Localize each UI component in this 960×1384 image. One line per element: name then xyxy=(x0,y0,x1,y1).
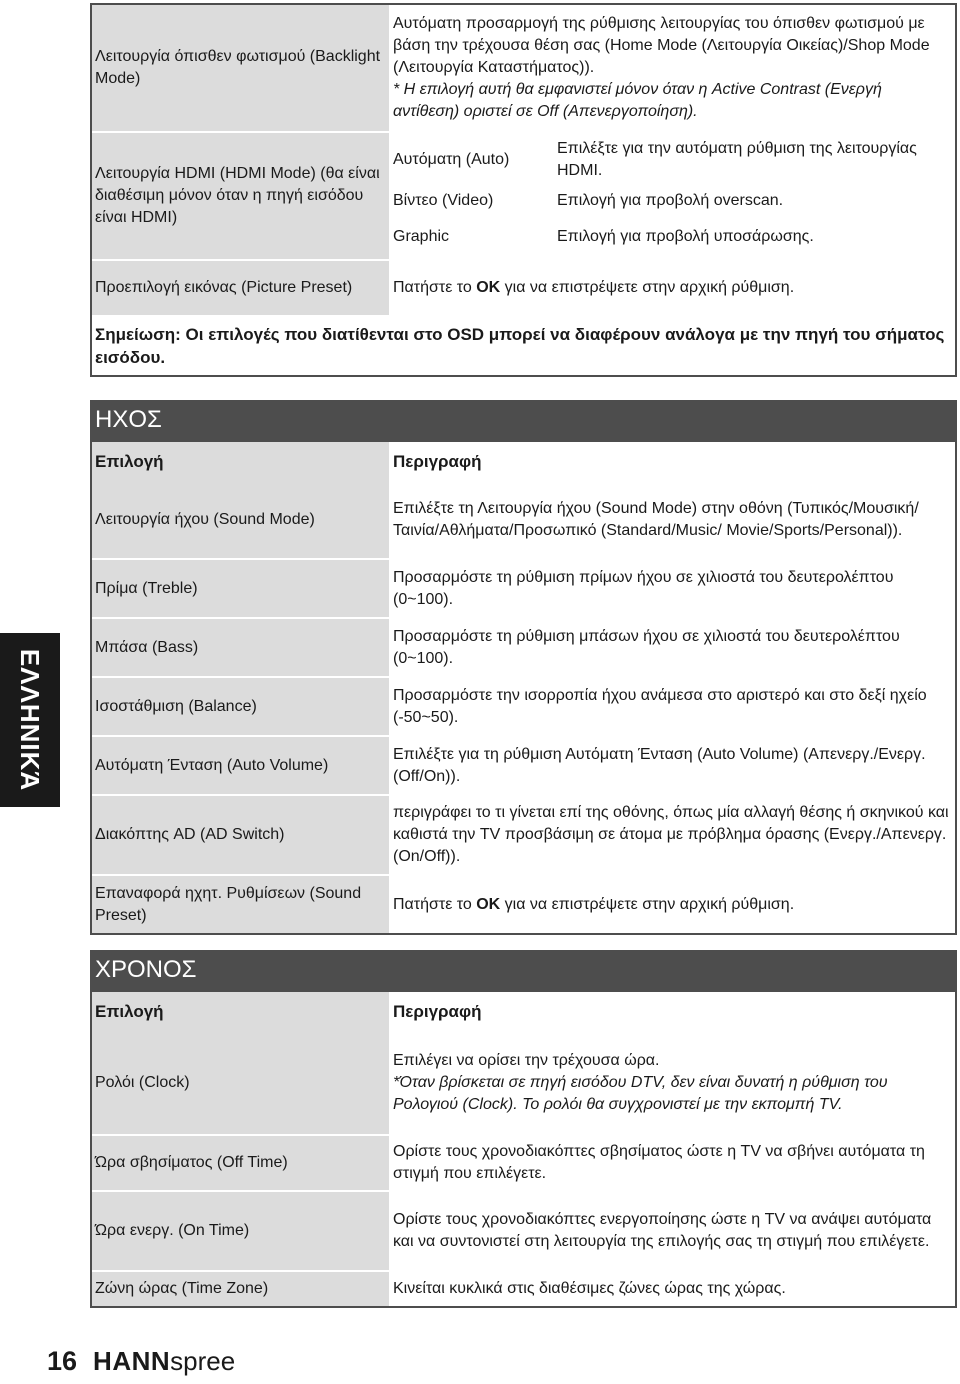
description-text: Επιλέξτε για τη ρύθμιση Αυτόματη Ένταση (Auto Volume) (Απενεργ./Ενεργ. (Off/On)). xyxy=(393,745,926,785)
description-text: Προσαρμόστε την ισορροπία ήχου ανάμεσα στο αριστερό και στο δεξί ηχείο (-50~50). xyxy=(393,686,927,726)
description-text: Προσαρμόστε τη ρύθμιση πρίμων ήχου σε χιλιοστά του δευτερολέπτου (0~100). xyxy=(393,568,894,608)
table-row xyxy=(92,261,955,317)
table-row xyxy=(92,619,955,678)
note-text: Σημείωση: Οι επιλογές που διατίθενται στο OSD μπορεί να διαφέρουν ανάλογα με την πηγή του σήματος εισόδου. xyxy=(95,325,945,367)
sub-option-row xyxy=(389,138,955,184)
table-row xyxy=(92,1192,955,1272)
description-text: Επιλέξτε τη Λειτουργία ήχου (Sound Mode) στην οθόνη (Τυπικός/Μουσική/Ταινία/Αθλήματα/Προσωπικό (Standard/Music/ Movie/Sports/Personal)). xyxy=(393,500,919,539)
language-tab-label: ΕΛΛΗΝΙΚΆ xyxy=(15,648,46,792)
description-text: περιγράφει το τι γίνεται επί της οθόνης, όπως μία αλλαγή θέσης ή σκηνικού και καθιστά την TV προσβάσιμη σε άτομα με πρόβλημα όρασης (Ενεργ./Απενεργ. (On/Off)). xyxy=(393,804,949,865)
brand-logo: HANNspree xyxy=(93,1346,236,1376)
description-text: Ορίστε τους χρονοδιακόπτες ενεργοποίησης ώστε η TV να ανάψει αυτόματα και να συντονιστεί στη λειτουργία της επιλογής σας τη στιγμή που επιλέγετε. xyxy=(393,1211,932,1250)
description-text: Αυτόματη προσαρμογή της ρύθμισης λειτουργίας του όπισθεν φωτισμού με βάση την τρέχουσα θέση σας (Home Mode (Λειτουργία Οικείας)/Shop Mode (Λειτουργία Καταστήματος)). xyxy=(393,15,930,76)
table-row xyxy=(92,1136,955,1192)
option-label: Ώρα ενεργ. (On Time) xyxy=(95,1222,250,1239)
table-row xyxy=(92,1032,955,1136)
sub-option-label: Graphic xyxy=(389,220,551,254)
column-header-description: Περιγραφή xyxy=(393,1002,482,1021)
option-label: Ζώνη ώρας (Time Zone) xyxy=(95,1280,269,1297)
picture-settings-table xyxy=(90,3,957,377)
option-label: Μπάσα (Bass) xyxy=(95,638,199,656)
sound-settings-table xyxy=(90,400,957,935)
column-header-option: Επιλογή xyxy=(92,442,389,482)
sub-option-row xyxy=(389,184,955,220)
description-text: Πατήστε το OK για να επιστρέψετε στην αρχική ρύθμιση. xyxy=(393,279,795,296)
section-title: ΗΧΟΣ xyxy=(92,402,955,442)
option-label: Πρίμα (Treble) xyxy=(95,579,198,597)
table-row xyxy=(92,678,955,737)
description-text: Κινείται κυκλικά στις διαθέσιμες ζώνες ώρας της χώρας. xyxy=(393,1280,786,1297)
time-settings-table xyxy=(90,950,957,1308)
option-label: Ρολόι (Clock) xyxy=(95,1074,190,1091)
table-row xyxy=(92,560,955,619)
description-note: *Όταν βρίσκεται σε πηγή εισόδου DTV, δεν είναι δυνατή η ρύθμιση του Ρολογιού (Clock). Το ρολόι θα συγχρονιστεί με την εκπομπή TV. xyxy=(393,1074,888,1113)
description-text: Πατήστε το OK για να επιστρέψετε στην αρχική ρύθμιση. xyxy=(393,895,795,913)
option-label: Ώρα σβησίματος (Off Time) xyxy=(95,1154,288,1171)
page-footer xyxy=(47,1346,236,1376)
sub-option-desc: Επιλέξτε για την αυτόματη ρύθμιση της λειτουργίας HDMI. xyxy=(557,140,917,179)
description-text: Ορίστε τους χρονοδιακόπτες σβησίματος ώστε η TV να σβήνει αυτόματα τη στιγμή που επιλέγετε. xyxy=(393,1143,925,1182)
option-label: Αυτόματη Ένταση (Auto Volume) xyxy=(95,756,329,774)
page-number: 16 xyxy=(47,1346,78,1376)
sub-option-desc: Επιλογή για προβολή υποσάρωσης. xyxy=(557,228,814,245)
option-label: Ισοστάθμιση (Balance) xyxy=(95,697,257,715)
column-header-option: Επιλογή xyxy=(92,992,389,1032)
section-title: ΧΡΟΝΟΣ xyxy=(92,952,955,992)
option-label: Λειτουργία ήχου (Sound Mode) xyxy=(95,511,315,528)
table-row xyxy=(92,482,955,560)
description-text: Προσαρμόστε τη ρύθμιση μπάσων ήχου σε χιλιοστά του δευτερολέπτου (0~100). xyxy=(393,627,900,667)
description-text: Επιλέγει να ορίσει την τρέχουσα ώρα. xyxy=(393,1052,660,1069)
option-label: Διακόπτης AD (AD Switch) xyxy=(95,826,285,843)
sub-option-label: Αυτόματη (Auto) xyxy=(389,138,551,182)
column-header-description: Περιγραφή xyxy=(393,452,482,471)
option-label: Λειτουργία όπισθεν φωτισμού (Backlight Mode) xyxy=(95,48,381,87)
table-row xyxy=(92,876,955,933)
sub-option-label: Βίντεο (Video) xyxy=(389,184,551,218)
sub-option-desc: Επιλογή για προβολή overscan. xyxy=(557,192,784,209)
table-row xyxy=(92,796,955,876)
language-tab xyxy=(0,633,60,807)
table-row xyxy=(92,133,955,261)
option-label: Επαναφορά ηχητ. Ρυθμίσεων (Sound Preset) xyxy=(95,884,362,924)
table-row xyxy=(92,5,955,133)
sub-option-row xyxy=(389,220,955,254)
table-row xyxy=(92,1272,955,1306)
table-row xyxy=(92,737,955,796)
description-note: * Η επιλογή αυτή θα εμφανιστεί μόνον όταν η Active Contrast (Ενεργή αντίθεση) οριστεί σε Off (Απενεργοποίηση). xyxy=(393,81,882,120)
option-label: Λειτουργία HDMI (HDMI Mode) (θα είναι διαθέσιμη μόνον όταν η πηγή εισόδου είναι HDMI) xyxy=(95,165,380,226)
column-header xyxy=(92,992,955,1032)
column-header xyxy=(92,442,955,482)
option-label: Προεπιλογή εικόνας (Picture Preset) xyxy=(95,279,353,296)
